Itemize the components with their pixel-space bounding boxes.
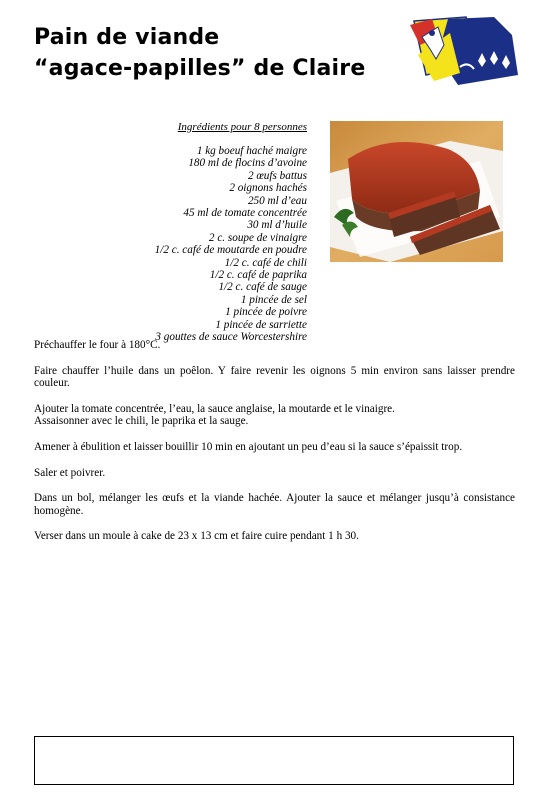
- ingredient-item: 1/2 c. café de moutarde en poudre: [154, 244, 307, 257]
- instruction-step: [34, 441, 515, 454]
- instruction-step: [34, 492, 515, 517]
- instruction-line: Ajouter la tomate concentrée, l’eau, la sauce anglaise, la moutarde et le vinaigre.: [34, 402, 395, 415]
- ingredient-item: 2 c. soupe de vinaigre: [208, 231, 307, 244]
- instruction-step: [34, 339, 515, 352]
- instruction-step: [34, 467, 515, 480]
- title-line-1: Pain de viande: [34, 25, 220, 50]
- instruction-step: [34, 365, 515, 390]
- instruction-step: [34, 530, 515, 543]
- title-line-2: “agace-papilles” de Claire: [34, 56, 366, 81]
- footer-box: [34, 736, 514, 785]
- ingredient-item: 1 pincée de sarriette: [215, 318, 307, 331]
- ingredient-item: 1/2 c. café de paprika: [209, 269, 307, 282]
- instruction-line: Amener à ébulition et laisser bouillir 10 min en ajoutant un peu d’eau si la sauce s’épaissit trop.: [34, 440, 463, 453]
- instruction-line: Saler et poivrer.: [34, 466, 106, 479]
- meatloaf-photo: [330, 121, 503, 262]
- ingredient-item: 2 œufs battus: [247, 169, 307, 182]
- ingredient-item: 30 ml d’huile: [247, 219, 307, 232]
- instruction-line: Verser dans un moule à cake de 23 x 13 cm et faire cuire pendant 1 h 30.: [34, 530, 359, 543]
- ingredient-item: 2 oignons hachés: [229, 182, 307, 195]
- ingredient-item: 1/2 c. café de chili: [224, 256, 307, 269]
- ingredient-item: 250 ml d’eau: [247, 194, 307, 207]
- instruction-line: Préchauffer le four à 180°C.: [34, 339, 161, 351]
- ingredients-heading: Ingrédients pour 8 personnes: [177, 121, 307, 133]
- instruction-line: Faire chauffer l’huile dans un poêlon. Y faire revenir les oignons 5 min environ sans laisser prendre couleur.: [34, 364, 515, 390]
- ingredient-item: 45 ml de tomate concentrée: [183, 207, 307, 220]
- ingredient-item: 1 pincée de sel: [240, 293, 307, 306]
- recipe-instructions: [34, 339, 515, 556]
- ingredient-item: 1 pincée de poivre: [225, 306, 307, 319]
- ingredient-item: 3 gouttes de sauce Worcestershire: [155, 331, 307, 344]
- ingredient-item: 1/2 c. café de sauge: [218, 281, 307, 294]
- instruction-line: Assaisonner avec le chili, le paprika et la sauge.: [34, 415, 249, 428]
- instruction-step: [34, 403, 515, 428]
- ingredient-item: 1 kg boeuf haché maigre: [196, 145, 307, 157]
- instruction-line: Dans un bol, mélanger les œufs et la viande hachée. Ajouter la sauce et mélanger jusqu’à consistance homogène.: [34, 492, 515, 517]
- ingredient-item: 180 ml de flocins d’avoine: [188, 157, 307, 170]
- recipe-title: [34, 22, 365, 84]
- regional-flag-logo: [408, 15, 520, 87]
- ingredients-list: [110, 145, 307, 344]
